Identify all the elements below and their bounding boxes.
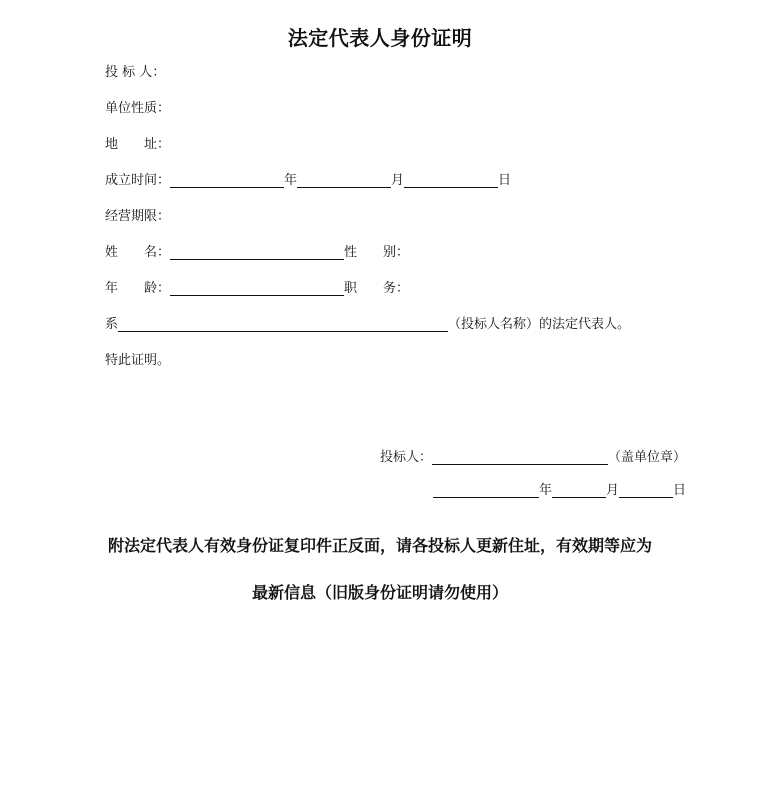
document-title: 法定代表人身份证明 <box>287 26 473 50</box>
unit-nature-label: 单位性质： <box>105 101 171 116</box>
age-blank[interactable] <box>170 281 344 296</box>
signature-year-unit: 年 <box>539 483 553 498</box>
field-unit-nature <box>105 99 170 119</box>
signature-bidder <box>380 448 686 468</box>
signature-bidder-blank[interactable] <box>432 450 608 465</box>
relation-prefix: 系 <box>105 317 119 332</box>
operating-period-label: 经营期限： <box>105 209 171 224</box>
age-label: 年 龄： <box>105 281 171 296</box>
established-year-unit: 年 <box>284 173 298 188</box>
established-day-unit: 日 <box>498 173 512 188</box>
signature-date <box>433 481 686 501</box>
signature-year-blank[interactable] <box>433 483 539 498</box>
gender-label: 性 别： <box>344 245 410 260</box>
address-label: 地 址： <box>105 137 171 152</box>
field-bidder <box>105 63 165 83</box>
established-month-blank[interactable] <box>297 173 391 188</box>
bidder-name-blank[interactable] <box>118 317 448 332</box>
signature-bidder-label: 投标人： <box>380 450 433 465</box>
field-operating-period <box>105 207 170 227</box>
signature-day-unit: 日 <box>673 483 687 498</box>
position-label: 职 务： <box>344 281 410 296</box>
notice-line-2: 最新信息（旧版身份证明请勿使用） <box>251 583 508 602</box>
field-age <box>105 279 409 299</box>
relation-suffix: （投标人名称）的法定代表人。 <box>448 317 631 332</box>
established-month-unit: 月 <box>391 173 405 188</box>
field-name <box>105 243 409 263</box>
established-year-blank[interactable] <box>170 173 284 188</box>
established-day-blank[interactable] <box>404 173 498 188</box>
name-label: 姓 名： <box>105 245 171 260</box>
name-blank[interactable] <box>170 245 344 260</box>
seal-note: （盖单位章） <box>608 450 687 465</box>
field-established <box>105 171 511 191</box>
field-relation <box>105 315 630 335</box>
certify-line <box>105 351 170 371</box>
bidder-label: 投 标 人： <box>105 65 166 80</box>
certify-text: 特此证明。 <box>105 353 171 368</box>
signature-month-unit: 月 <box>606 483 620 498</box>
field-address <box>105 135 170 155</box>
established-label: 成立时间： <box>105 173 171 188</box>
signature-day-blank[interactable] <box>619 483 673 498</box>
notice-line-1: 附法定代表人有效身份证复印件正反面，请各投标人更新住址，有效期等应为 <box>107 536 652 555</box>
signature-month-blank[interactable] <box>552 483 606 498</box>
